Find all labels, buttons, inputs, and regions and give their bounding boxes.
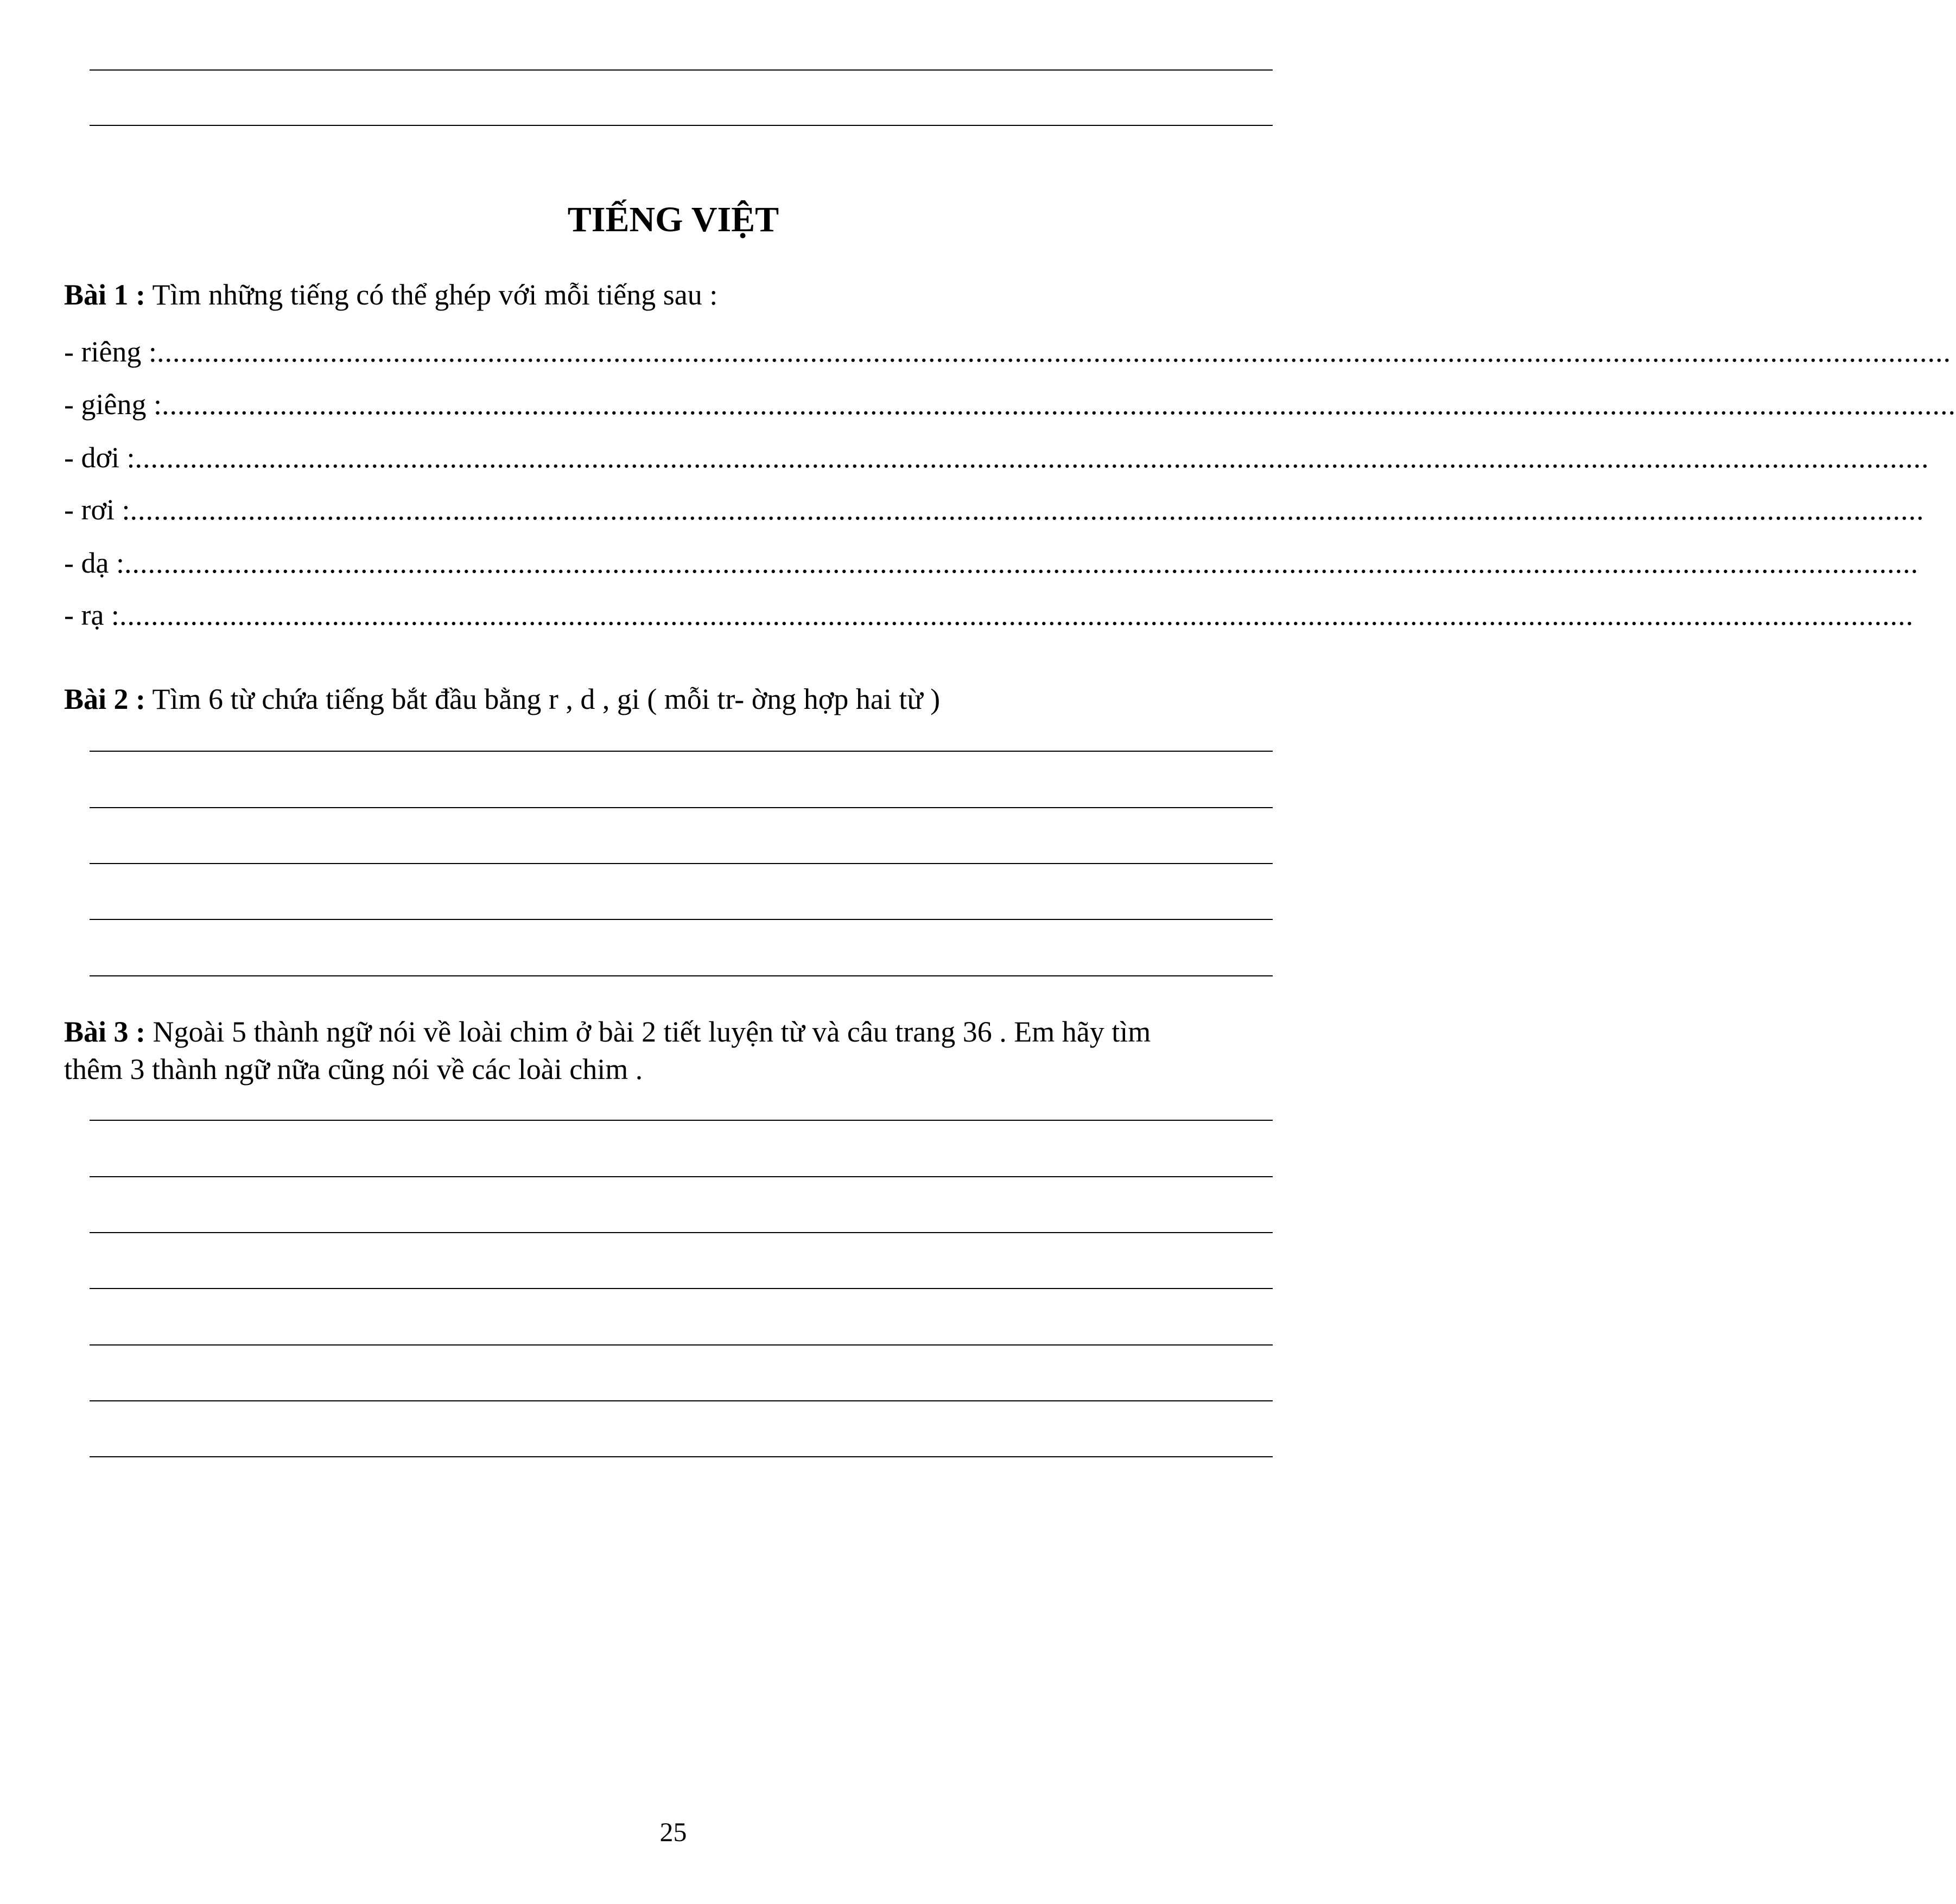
bai1-label: Bài 1 : xyxy=(64,278,146,311)
bai3-answer-line[interactable] xyxy=(90,1232,1273,1233)
bai3-heading xyxy=(64,1014,1151,1050)
bai1-item-label: - rạ : xyxy=(64,599,119,631)
answer-line-top-2 xyxy=(90,125,1273,126)
bai2-answer-line[interactable] xyxy=(90,807,1273,808)
bai2-prompt: Tìm 6 từ chứa tiếng bắt đầu bằng r , d , gi ( mỗi tr- ờng hợp hai từ ) xyxy=(145,683,941,715)
bai2-label: Bài 2 : xyxy=(64,683,146,715)
bai1-item-ra xyxy=(64,597,1914,633)
bai1-item-doi xyxy=(64,440,1929,475)
bai2-answer-line[interactable] xyxy=(90,751,1273,752)
bai1-item-label: - dơi : xyxy=(64,441,135,474)
bai2-heading xyxy=(64,681,940,717)
bai2-answer-line[interactable] xyxy=(90,975,1273,976)
bai1-item-blank[interactable]: .................................................................................................................................................................................................................................... xyxy=(124,547,1919,579)
bai1-item-blank[interactable]: .................................................................................................................................................................................................................................... xyxy=(135,441,1929,474)
bai1-item-label: - giêng : xyxy=(64,388,162,421)
answer-line-top-1 xyxy=(90,69,1273,71)
bai1-item-blank[interactable]: .................................................................................................................................................................................................................................... xyxy=(119,599,1914,631)
bai1-item-blank[interactable]: .................................................................................................................................................................................................................................... xyxy=(130,493,1925,526)
bai3-answer-line[interactable] xyxy=(90,1344,1273,1346)
bai2-answer-line[interactable] xyxy=(90,863,1273,864)
bai1-item-roi xyxy=(64,492,1925,528)
bai1-item-blank[interactable]: .................................................................................................................................................................................................................................... xyxy=(161,388,1956,421)
bai1-item-label: - dạ : xyxy=(64,547,124,579)
bai1-item-da xyxy=(64,545,1919,581)
bai3-answer-line[interactable] xyxy=(90,1176,1273,1177)
bai1-heading xyxy=(64,277,717,313)
section-title: TIẾNG VIỆT xyxy=(567,200,779,239)
bai1-item-rieng xyxy=(64,334,1951,370)
bai1-item-label: - riêng : xyxy=(64,335,157,368)
bai3-heading-cont xyxy=(64,1051,643,1087)
bai3-answer-line[interactable] xyxy=(90,1120,1273,1121)
bai1-item-gieng xyxy=(64,386,1956,422)
bai3-answer-line[interactable] xyxy=(90,1288,1273,1289)
bai3-answer-line[interactable] xyxy=(90,1400,1273,1401)
page-number: 25 xyxy=(659,1817,687,1847)
bai2-answer-line[interactable] xyxy=(90,919,1273,920)
bai1-item-blank[interactable]: .................................................................................................................................................................................................................................... xyxy=(156,335,1951,368)
bai3-label: Bài 3 : xyxy=(64,1016,146,1048)
bai3-answer-line[interactable] xyxy=(90,1456,1273,1457)
bai3-prompt-line1: Ngoài 5 thành ngữ nói về loài chim ở bài 2 tiết luyện từ và câu trang 36 . Em hãy tìm xyxy=(145,1016,1151,1048)
bai1-prompt: Tìm những tiếng có thể ghép với mỗi tiếng sau : xyxy=(145,278,718,311)
bai3-prompt-line2: thêm 3 thành ngữ nữa cũng nói về các loài chim . xyxy=(64,1053,643,1086)
bai1-item-label: - rơi : xyxy=(64,493,130,526)
